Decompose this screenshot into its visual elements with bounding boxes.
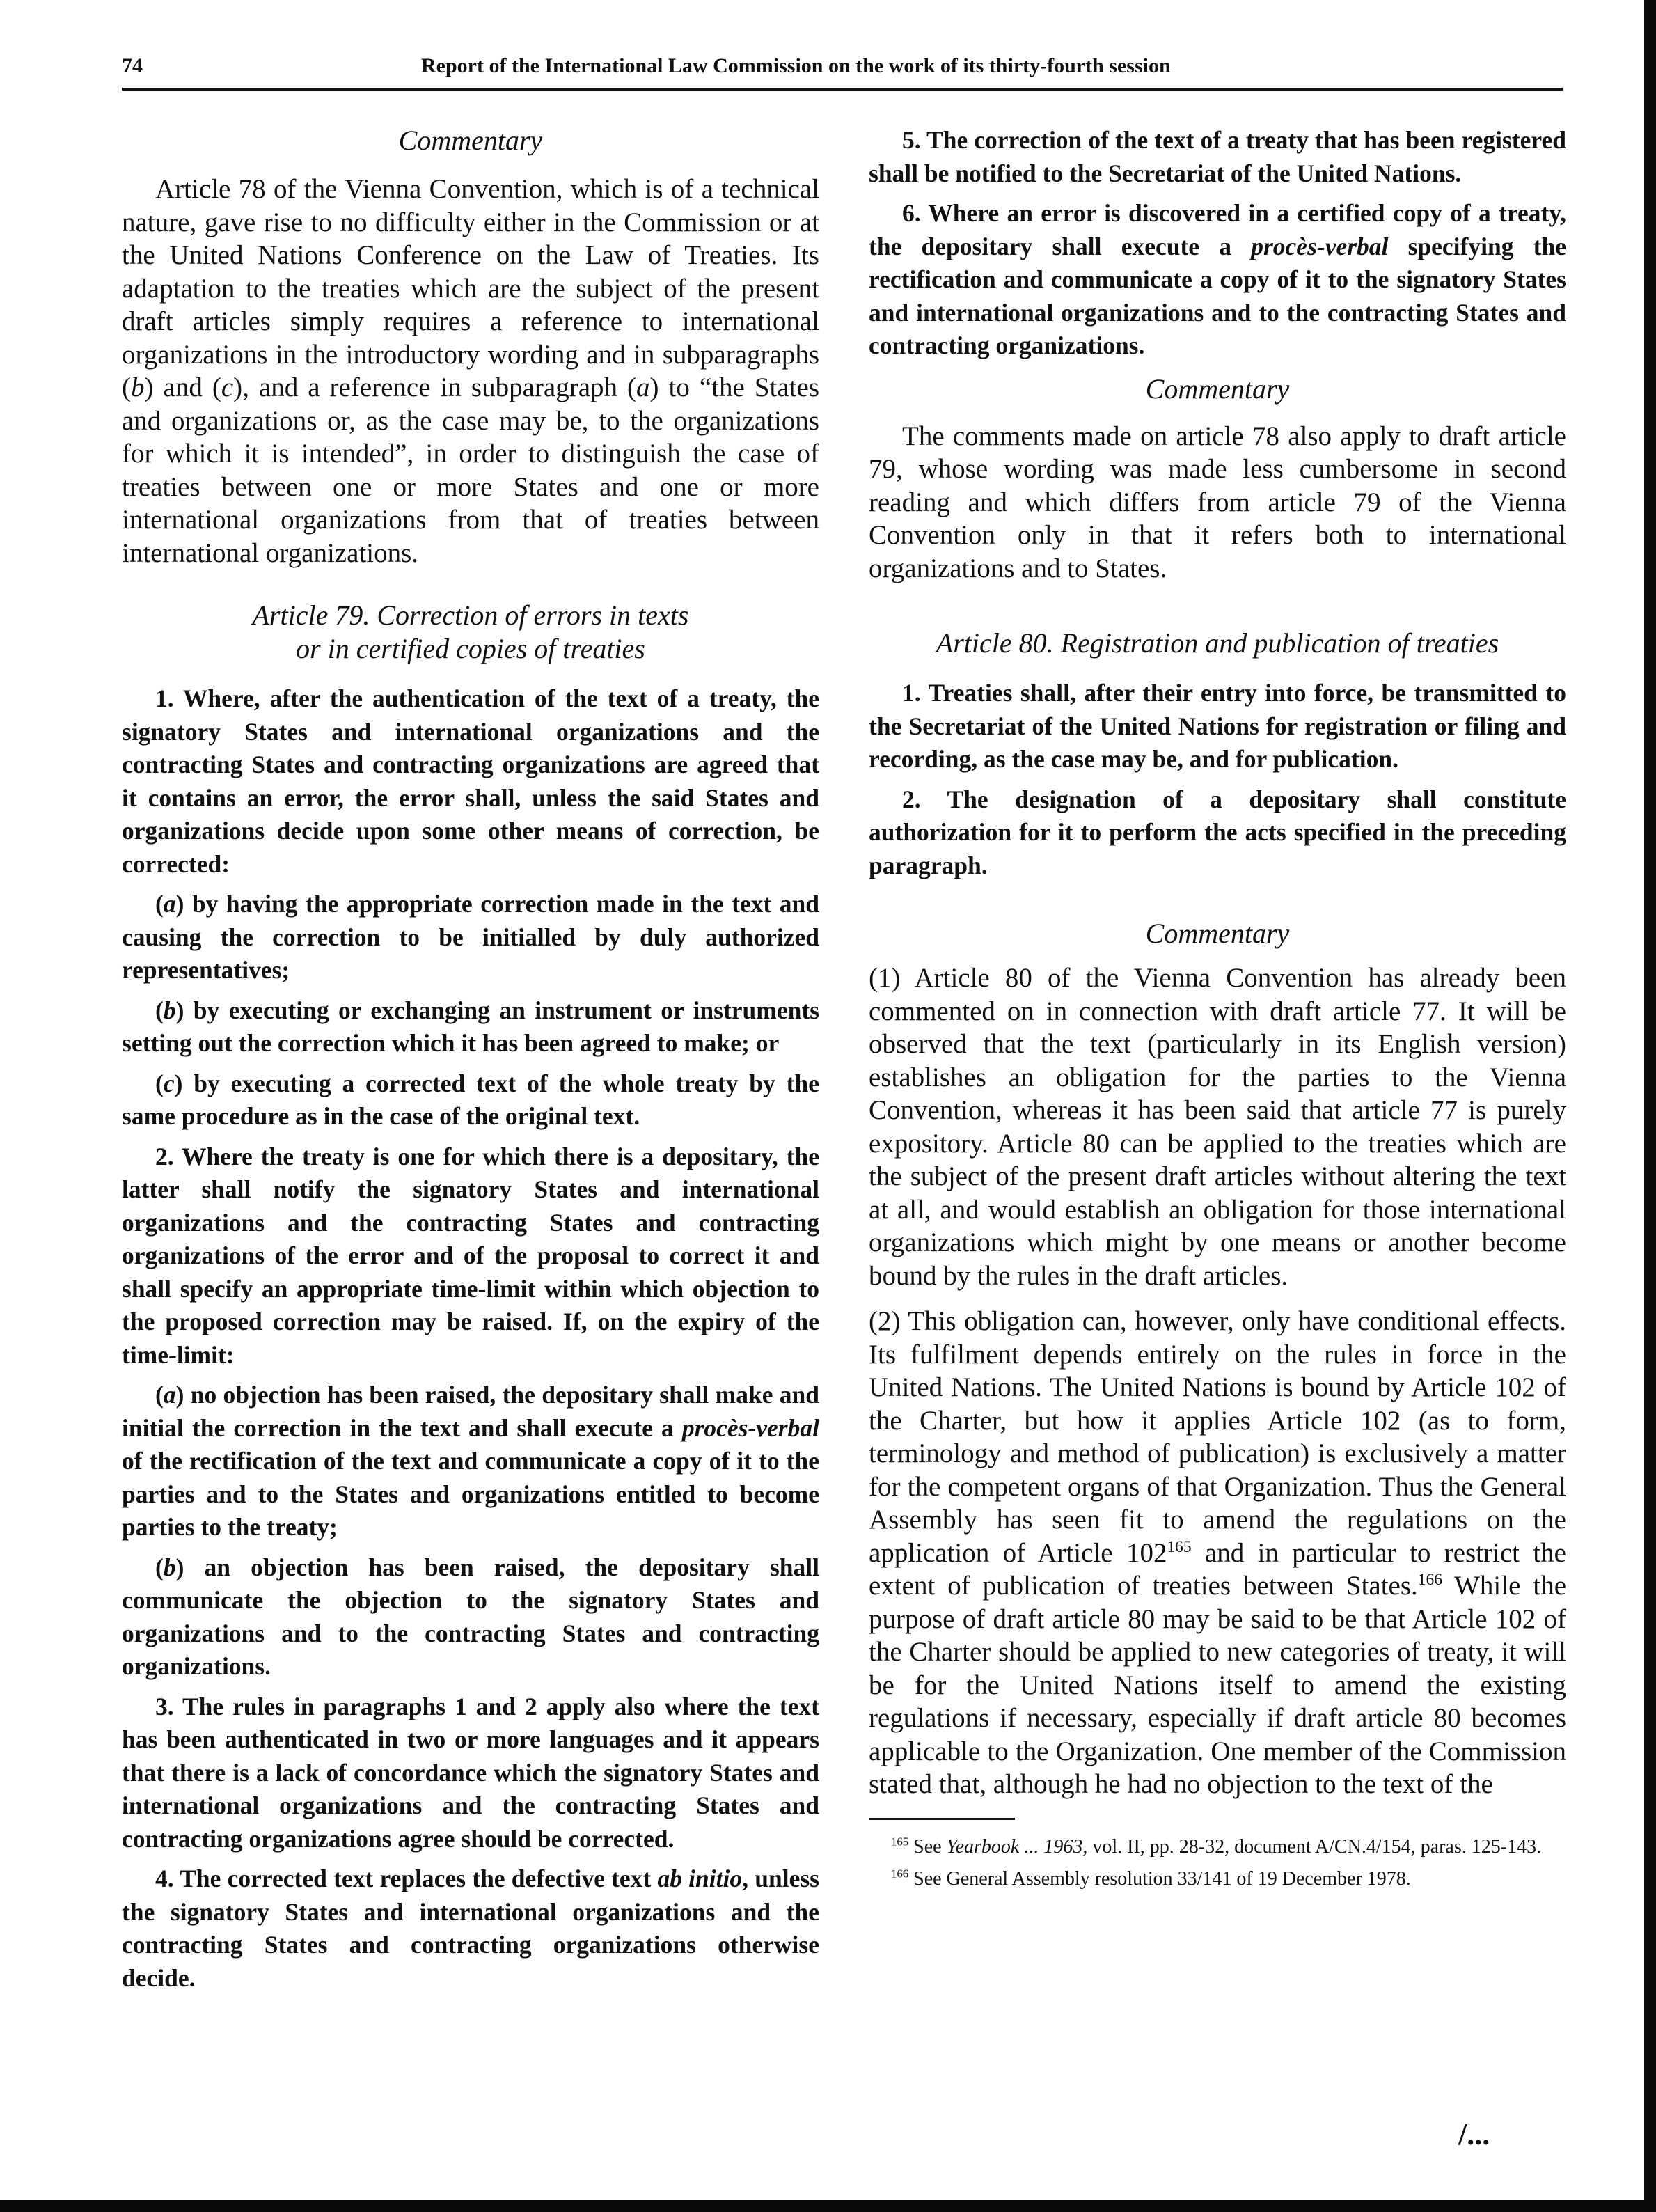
article-79-subparagraph-1b: (b) by executing or exchanging an instrument or instruments setting out the correction which it has been agreed to make; or <box>122 996 819 1057</box>
article-79-paragraph-4: 4. The corrected text replaces the defective text ab initio, unless the signatory States and international organizations and the contracting States and contracting organizations otherwise decide. <box>122 1865 819 1992</box>
article-79-paragraph-5: 5. The correction of the text of a treaty that has been registered shall be notified to the Secretariat of the United Nations. <box>869 126 1566 187</box>
left-column <box>122 124 819 1995</box>
commentary-79-heading: Commentary <box>1145 372 1290 405</box>
running-head <box>122 52 1563 91</box>
article-79-paragraph-3: 3. The rules in paragraphs 1 and 2 apply also where the text has been authenticated in two or more languages and it appears that there is a lack of concordance which the signatory States and international organizations and the contracting States and contracting organizations agree should be corrected. <box>122 1692 819 1853</box>
article-79-subparagraph-2a: (a) no objection has been raised, the depositary shall make and initial the correction in the text and shall execute a procès-verbal of the rectification of the text and communicate a copy of it to the parties and to the States and organizations entitled to become parties to the treaty; <box>122 1381 819 1541</box>
right-column <box>869 124 1566 1892</box>
article-79-paragraph-1: 1. Where, after the authentication of the text of a treaty, the signatory States and international organizations and the contracting States and contracting organizations are agreed that it contains an error, the error shall, unless the said States and organizations decide upon some other means of correction, be corrected: <box>122 684 819 878</box>
article-79-title-line2: or in certified copies of treaties <box>296 633 645 664</box>
commentary-78-heading: Commentary <box>398 125 543 156</box>
footnote-ref-166: 166 <box>1417 1571 1442 1589</box>
scan-edge-right <box>1644 0 1656 2212</box>
page-number: 74 <box>122 54 143 77</box>
header-title: Report of the International Law Commission on the work of its thirty-fourth session <box>421 54 1171 77</box>
article-79-title-line1: Article 79. Correction of errors in texts <box>252 599 689 631</box>
footnote-166: $^{166}$ See General Assembly resolution 33/141 of 19 December 1978. <box>891 1867 1411 1890</box>
article-79-subparagraph-2b: (b) an objection has been raised, the depositary shall communicate the objection to the signatory States and organizations and to the contracting States and contracting organizations. <box>122 1553 819 1680</box>
article-79-subparagraph-1c: (c) by executing a corrected text of the whole treaty by the same procedure as in the case of the original text. <box>122 1069 819 1130</box>
continued-mark: /... <box>1458 2117 1490 2151</box>
footnote-ref-165: 165 <box>1167 1537 1192 1556</box>
commentary-80-heading: Commentary <box>1145 918 1290 949</box>
footnote-separator <box>869 1818 1015 1820</box>
footnote-165: $^{165}$ See Yearbook ... 1963, vol. II, pp. 28-32, document A/CN.4/154, paras. 125-143. <box>891 1835 1542 1858</box>
scan-edge-bottom <box>0 2200 1656 2212</box>
article-80-paragraph-2: 2. The designation of a depositary shall constitute authorization for it to perform the acts specified in the preceding paragraph. <box>869 785 1566 879</box>
article-79-subparagraph-1a: (a) by having the appropriate correction made in the text and causing the correction to be initialled by duly authorized representatives; <box>122 890 819 984</box>
article-80-title: Article 80. Registration and publication of treaties <box>936 627 1499 659</box>
article-79-paragraph-2: 2. Where the treaty is one for which there is a depositary, the latter shall notify the signatory States and international organizations and the contracting States and contracting organizations of the error and of the proposal to correct it and shall specify an appropriate time-limit within which objection to the proposed correction may be raised. If, on the expiry of the time-limit: <box>122 1142 819 1369</box>
commentary-80-paragraph-1: (1) Article 80 of the Vienna Convention has already been commented on in connection with draft article 77. It will be observed that the text (particularly in its English version) establishes an obligation for the parties to the Vienna Convention, whereas it has been said that article 77 is purely expository. Article 80 can be applied to the treaties which are the subject of the present draft articles without altering the text at all, and would establish an obligation for those international organizations which might by one means or another become bound by the rules in the draft articles. <box>869 963 1566 1291</box>
article-80-paragraph-1: 1. Treaties shall, after their entry into force, be transmitted to the Secretariat of the United Nations for registration or filing and recording, as the case may be, and for publication. <box>869 679 1566 773</box>
commentary-78-paragraph: Article 78 of the Vienna Convention, which is of a technical nature, gave rise to no difficulty either in the Commission or at the United Nations Conference on the Law of Treaties. Its adaptation to the treaties which are the subject of the present draft articles simply requires a reference to international organizations in the introductory wording and in subparagraphs (b) and (c), and a reference in subparagraph (a) to “the States and organizations or, as the case may be, to the organizations for which it is intended”, in order to distinguish the case of treaties between one or more States and one or more international organizations from that of treaties between international organizations. <box>122 174 819 568</box>
commentary-79-paragraph: The comments made on article 78 also apply to draft article 79, whose wording was made less cumbersome in second reading and which differs from article 79 of the Vienna Convention only in that it refers both to international organizations and to States. <box>869 421 1566 583</box>
article-79-paragraph-6: 6. Where an error is discovered in a certified copy of a treaty, the depositary shall execute a procès-verbal specifying the rectification and communicate a copy of it to the signatory States and international organizations and to the contracting States and contracting organizations. <box>869 199 1567 359</box>
commentary-80-paragraph-2: (2) This obligation can, however, only have conditional effects. Its fulfilment depends entirely on the rules in force in the United Nations. The United Nations is bound by Article 102 of the Charter, but how it applies Article 102 (as to form, terminology and method of publication) is exclusively a matter for the competent organs of that Organization. Thus the General Assembly has seen fit to amend the regulations on the application of Article $102^{165}$ and in particular to restrict the extent of publication of treaties between States.$^{166}$ While the purpose of draft article 80 may be said to be that Article 102 of the Charter should be applied to new categories of treaty, it will be for the United Nations itself to amend the existing regulations if necessary, especially if draft article 80 becomes applicable to the Organization. One member of the Commission stated that, although he had no objection to the text of the <box>869 1306 1566 1799</box>
